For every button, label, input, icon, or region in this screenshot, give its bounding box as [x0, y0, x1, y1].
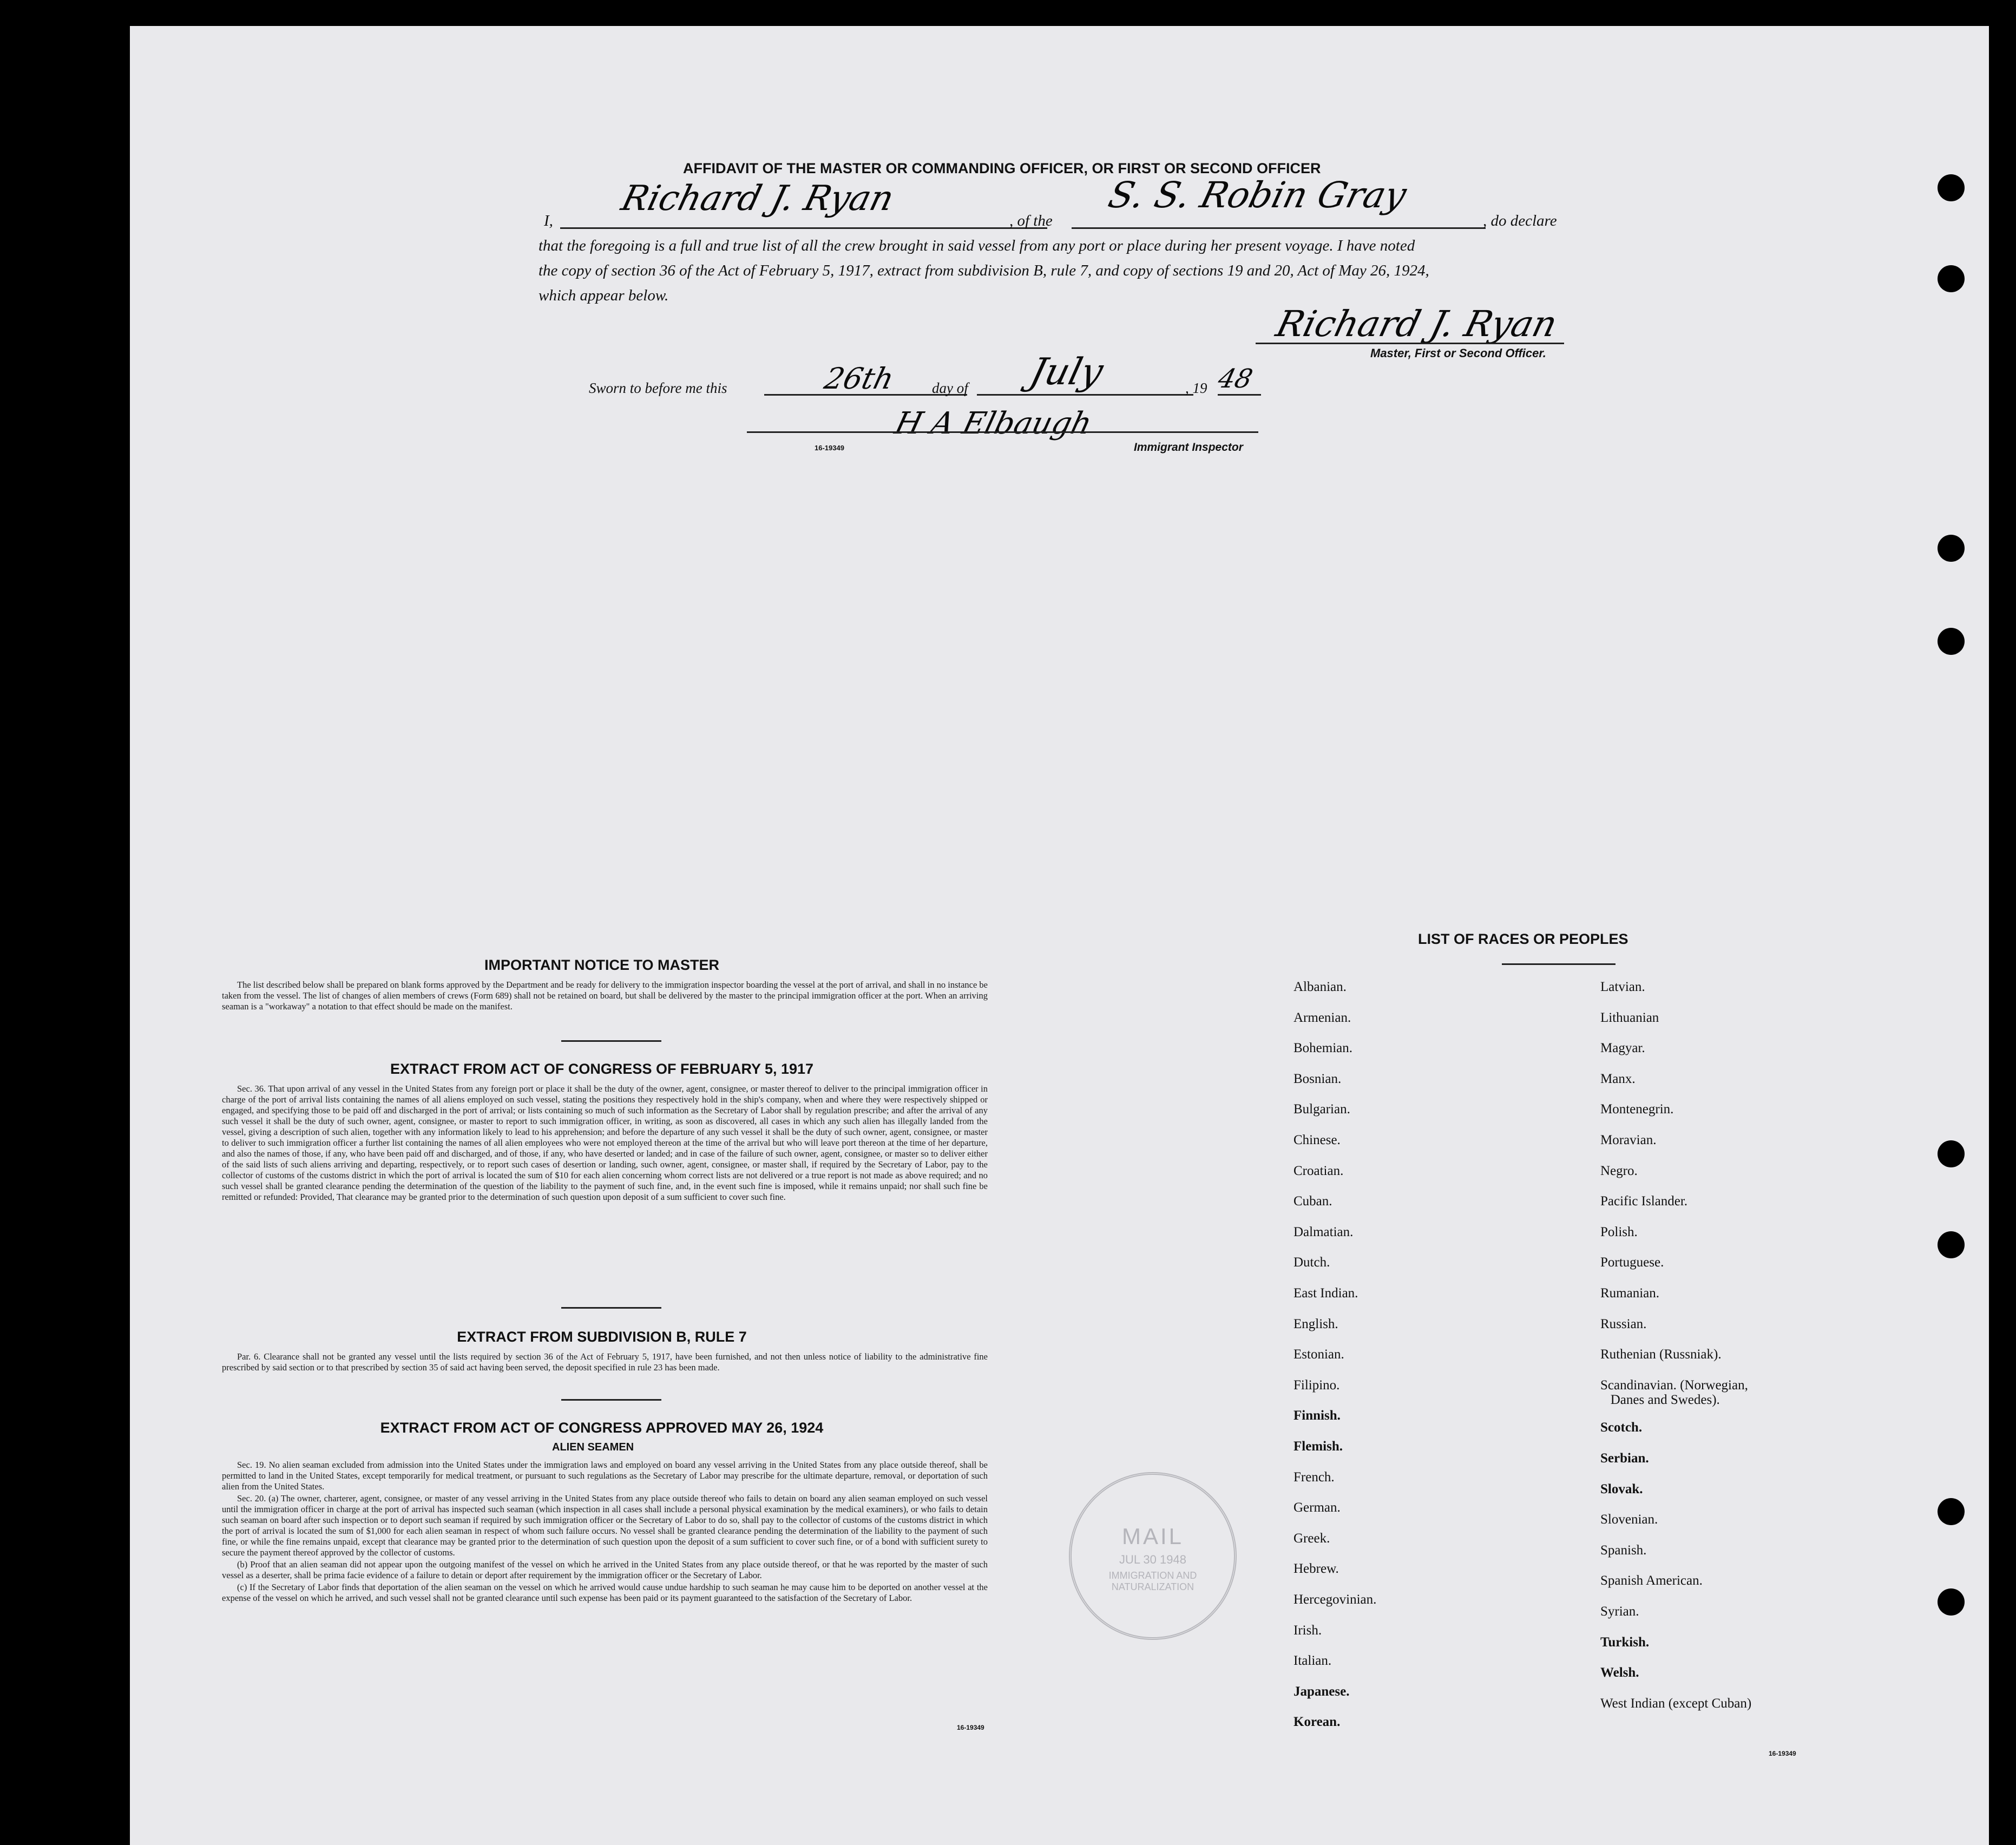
- race-item: Greek.: [1293, 1531, 1330, 1546]
- race-item: Croatian.: [1293, 1163, 1344, 1178]
- month-line: [977, 394, 1193, 396]
- extract-form-number: 16-19349: [957, 1724, 984, 1731]
- divider: [1502, 963, 1616, 965]
- officer-signature: Richard J. Ryan: [1272, 303, 1561, 345]
- affidavit-do-declare: , do declare: [1483, 212, 1557, 229]
- race-item: Pacific Islander.: [1600, 1194, 1688, 1209]
- binder-hole: [1938, 1140, 1965, 1167]
- race-item: Scotch.: [1600, 1420, 1643, 1435]
- race-item: Cuban.: [1293, 1194, 1332, 1209]
- race-item: Spanish American.: [1600, 1573, 1703, 1588]
- race-item: Bulgarian.: [1293, 1102, 1350, 1117]
- paragraph-6: Par. 6. Clearance shall not be granted any vessel until the lists required by section 36 of the Act of February 5, 1917, have been furnished, and not then unless notice of liability to the administrative fine prescribed by said section or to that prescribed by section 35 of said act having been served, the deposit specified in rule 23 has been made.: [222, 1351, 988, 1373]
- race-item: Montenegrin.: [1600, 1102, 1674, 1117]
- race-item: Slovenian.: [1600, 1512, 1658, 1527]
- race-item: Hebrew.: [1293, 1561, 1339, 1577]
- race-item: Dalmatian.: [1293, 1224, 1354, 1239]
- alien-seamen-subtitle: ALIEN SEAMEN: [552, 1441, 634, 1453]
- race-item: Flemish.: [1293, 1439, 1343, 1454]
- affidavit-i-label: I,: [544, 212, 553, 229]
- race-item: Bosnian.: [1293, 1071, 1342, 1086]
- section-20b-paragraph: (b) Proof that an alien seaman did not appear upon the outgoing manifest of the vessel on which he arrived in the United States from any place outside thereof, or that he was reported by the master of such vessel as a deserter, shall be prima facie evidence of a failure to detain or deport after requirement by the immigration officer or the Secretary of Labor.: [222, 1559, 988, 1580]
- race-item: Estonian.: [1293, 1347, 1344, 1362]
- notice-title: IMPORTANT NOTICE TO MASTER: [484, 957, 719, 973]
- race-item: French.: [1293, 1469, 1335, 1485]
- race-item: Magyar.: [1600, 1041, 1645, 1056]
- section-20a-paragraph: Sec. 20. (a) The owner, charterer, agent, consignee, or master of any vessel arriving in the United States from any place outside thereof who fails to detain on board any alien seaman employed on such vessel until the immigration officer in charge at the port of arrival has inspected such seaman (which inspection in all cases shall include a personal physical examination by the medical examiners), or who fails to detain such seaman on board after such inspection or to deport such seaman if required by such immigration officer or the Secretary of Labor to do so, shall pay to the collector of customs of the customs district in which the port of arrival is located the sum of $1,000 for each alien seaman in respect of whom such failure occurs. No vessel shall be granted clearance pending the determination of the liability to the payment of such fine, or while the fine remains unpaid, except that clearance may be granted prior to the determination of such question upon the deposit of a sum sufficient to cover such fine, or of a bond with sufficient surety to secure the payment thereof approved by the collector of customs.: [222, 1493, 988, 1558]
- binder-hole: [1938, 1588, 1965, 1616]
- section-36-paragraph: Sec. 36. That upon arrival of any vessel in the United States from any foreign port or place it shall be the duty of the owner, agent, consignee, or master thereof to deliver to the principal immigration officer in charge of the port of arrival lists containing the names of all aliens employed on such vessel, stating the positions they respectively hold in the ship's company, when and where they were respectively shipped or engaged, and specifying those to be paid off and discharged in the port of arrival; or lists containing so much of such information as the Secretary of Labor shall by regulation prescribe; and after the arrival of any such vessel it shall be the duty of such owner, agent, consignee, or master to report to such immigration officer, in writing, as soon as discovered, all cases in which any such alien has illegally landed from the vessel, giving a description of such alien, together with any information likely to lead to his apprehension; and before the departure of any such vessel it shall be the duty of such owner, agent, consignee, or master to deliver to such immigration officer a further list containing the names of all alien employees who were not employed thereon at the time of the arrival but who will leave port thereon at the time of her departure, and also the names of those, if any, who have been paid off and discharged, and of those, if any, who have deserted or landed; and in case of the failure of such owner, agent, consignee, or master so to deliver either of the said lists of such aliens arriving and departing, respectively, or to report such cases of desertion or landing, such owner, agent, consignee, or master shall, if required by the Secretary of Labor, pay to the collector of customs of the customs district in which the port of arrival is located the sum of $10 for each alien concerning whom correct lists are not delivered or a true report is not made as above required; and no such vessel shall be granted clearance pending the determination of the question of the liability to the payment of such fine, and, in the event such fine is imposed, while it remains unpaid; nor shall such fine be remitted or refunded: Provided, That clearance may be granted prior to the determination of such question upon deposit of a sum sufficient to cover such fine.: [222, 1084, 988, 1202]
- inspector-signature: H A Elbaugh: [891, 406, 1095, 441]
- sworn-year-handwriting: 48: [1215, 364, 1256, 394]
- divider: [561, 1040, 661, 1042]
- officer-caption: Master, First or Second Officer.: [1370, 346, 1546, 360]
- race-item: Scandinavian. (Norwegian, Danes and Swedes).: [1600, 1377, 1748, 1407]
- race-item: German.: [1293, 1500, 1341, 1515]
- year-line: [1218, 394, 1261, 396]
- stamp-date-text: JUL 30 1948: [1119, 1553, 1186, 1566]
- race-item: Latvian.: [1600, 980, 1645, 994]
- race-item: Finnish.: [1293, 1408, 1341, 1423]
- race-item: Ruthenian (Russniak).: [1600, 1347, 1722, 1362]
- races-title: LIST OF RACES OR PEOPLES: [1418, 931, 1628, 947]
- race-item: Filipino.: [1293, 1377, 1340, 1393]
- sworn-prefix: Sworn to before me this: [589, 380, 727, 396]
- affidavit-body-line3: which appear below.: [539, 287, 669, 304]
- race-item: Negro.: [1600, 1163, 1638, 1178]
- affidavit-body-line2: the copy of section 36 of the Act of February 5, 1917, extract from subdivision B, rule 7, and copy of sections 19 and 20, Act of May 26, 1924,: [539, 262, 1429, 279]
- section-20c-paragraph: (c) If the Secretary of Labor finds that deportation of the alien seaman on the vessel on which he arrived would cause undue hardship to such seaman he may cause him to be deported on another vessel at the expense of the vessel on which he arrived, and such vessel shall not be granted clearance until such expense has been paid or its payment guaranteed to the satisfaction of the Secretary of Labor.: [222, 1582, 988, 1603]
- affidavit-body-line1: that the foregoing is a full and true list of all the crew brought in said vessel from any port or place during her present voyage. I have noted: [539, 237, 1415, 254]
- extract-1924-title: EXTRACT FROM ACT OF CONGRESS APPROVED MAY 26, 1924: [380, 1420, 824, 1436]
- race-item: West Indian (except Cuban): [1600, 1696, 1752, 1711]
- race-item: Portuguese.: [1600, 1255, 1664, 1270]
- race-item: Italian.: [1293, 1653, 1332, 1669]
- notice-paragraph: The list described below shall be prepared on blank forms approved by the Department and be ready for delivery to the immigration inspector boarding the vessel at the port of arrival, and shall in no instance be taken from the vessel. The list of changes of alien members of crews (Form 689) shall not be retained on board, but shall be delivered by the master to the principal immigration officer at the port. When an arriving seaman is a "workaway" a notation to that effect should be made on the manifest.: [222, 980, 988, 1012]
- stamp-agency-text: IMMIGRATION AND NATURALIZATION: [1108, 1570, 1197, 1592]
- subdivision-title: EXTRACT FROM SUBDIVISION B, RULE 7: [457, 1329, 747, 1345]
- vessel-handwriting: S. S. Robin Gray: [1104, 174, 1411, 216]
- race-item: East Indian.: [1293, 1286, 1358, 1301]
- race-item: Slovak.: [1600, 1481, 1643, 1496]
- binder-hole: [1938, 628, 1965, 655]
- inspector-caption: Immigrant Inspector: [1134, 441, 1243, 454]
- race-item: Hercegovinian.: [1293, 1592, 1377, 1607]
- stamp-mail-text: MAIL: [1121, 1524, 1184, 1549]
- race-item: Korean.: [1293, 1715, 1341, 1730]
- race-item: Bohemian.: [1293, 1041, 1353, 1056]
- race-item: Welsh.: [1600, 1665, 1639, 1680]
- race-item: Albanian.: [1293, 980, 1347, 994]
- affidavit-title: AFFIDAVIT OF THE MASTER OR COMMANDING OFFICER, OR FIRST OR SECOND OFFICER: [683, 160, 1321, 176]
- race-item: Lithuanian: [1600, 1010, 1659, 1025]
- extract-1917-title: EXTRACT FROM ACT OF CONGRESS OF FEBRUARY 5, 1917: [390, 1061, 814, 1077]
- affidavit-of-the: , of the: [1009, 212, 1053, 229]
- race-item: Chinese.: [1293, 1133, 1341, 1147]
- race-item: Moravian.: [1600, 1133, 1657, 1147]
- binder-hole: [1938, 1498, 1965, 1525]
- officer-name-handwriting: Richard J. Ryan: [617, 179, 898, 219]
- binder-hole: [1938, 535, 1965, 562]
- subdivision-text: [222, 1351, 988, 1374]
- binder-hole: [1938, 265, 1965, 292]
- sworn-day-handwriting: 26th: [821, 362, 898, 396]
- section-19-paragraph: Sec. 19. No alien seaman excluded from admission into the United States under the immigration laws and employed on board any vessel arriving in the United States from any place outside thereof, shall be permitted to land in the United States, except temporarily for medical treatment, or pursuant to such regulations as the Secretary of Labor may prescribe for the ultimate departure, removal, or deportation of such alien from the United States.: [222, 1460, 988, 1492]
- race-item: Armenian.: [1293, 1010, 1351, 1025]
- officer-name-line: [560, 227, 1047, 229]
- sworn-month-handwriting: July: [1026, 351, 1108, 393]
- extract-1924-text: [222, 1460, 988, 1605]
- vessel-line: [1072, 227, 1486, 229]
- race-item: Serbian.: [1600, 1451, 1649, 1466]
- race-item: Dutch.: [1293, 1255, 1330, 1270]
- divider: [561, 1399, 661, 1401]
- mail-stamp: [1069, 1472, 1237, 1640]
- race-item: Syrian.: [1600, 1604, 1639, 1619]
- race-item: English.: [1293, 1316, 1338, 1331]
- race-item: Russian.: [1600, 1316, 1647, 1331]
- race-item: Rumanian.: [1600, 1286, 1660, 1301]
- extract-1917-text: [222, 1084, 988, 1204]
- sworn-day-of: day of: [932, 380, 968, 396]
- race-item: Japanese.: [1293, 1684, 1350, 1699]
- sworn-year-prefix: , 19: [1185, 380, 1207, 396]
- divider: [561, 1307, 661, 1309]
- affidavit-form-number: 16-19349: [815, 444, 844, 452]
- inspector-line: [747, 431, 1258, 433]
- notice-text: [222, 980, 988, 1013]
- race-item: Spanish.: [1600, 1542, 1647, 1558]
- races-form-number: 16-19349: [1769, 1750, 1796, 1757]
- race-item: Manx.: [1600, 1071, 1636, 1086]
- binder-hole: [1938, 174, 1965, 201]
- officer-signature-line: [1256, 343, 1564, 344]
- race-item: Turkish.: [1600, 1634, 1650, 1650]
- binder-hole: [1938, 1231, 1965, 1258]
- race-item: Polish.: [1600, 1224, 1638, 1239]
- race-item: Irish.: [1293, 1623, 1322, 1638]
